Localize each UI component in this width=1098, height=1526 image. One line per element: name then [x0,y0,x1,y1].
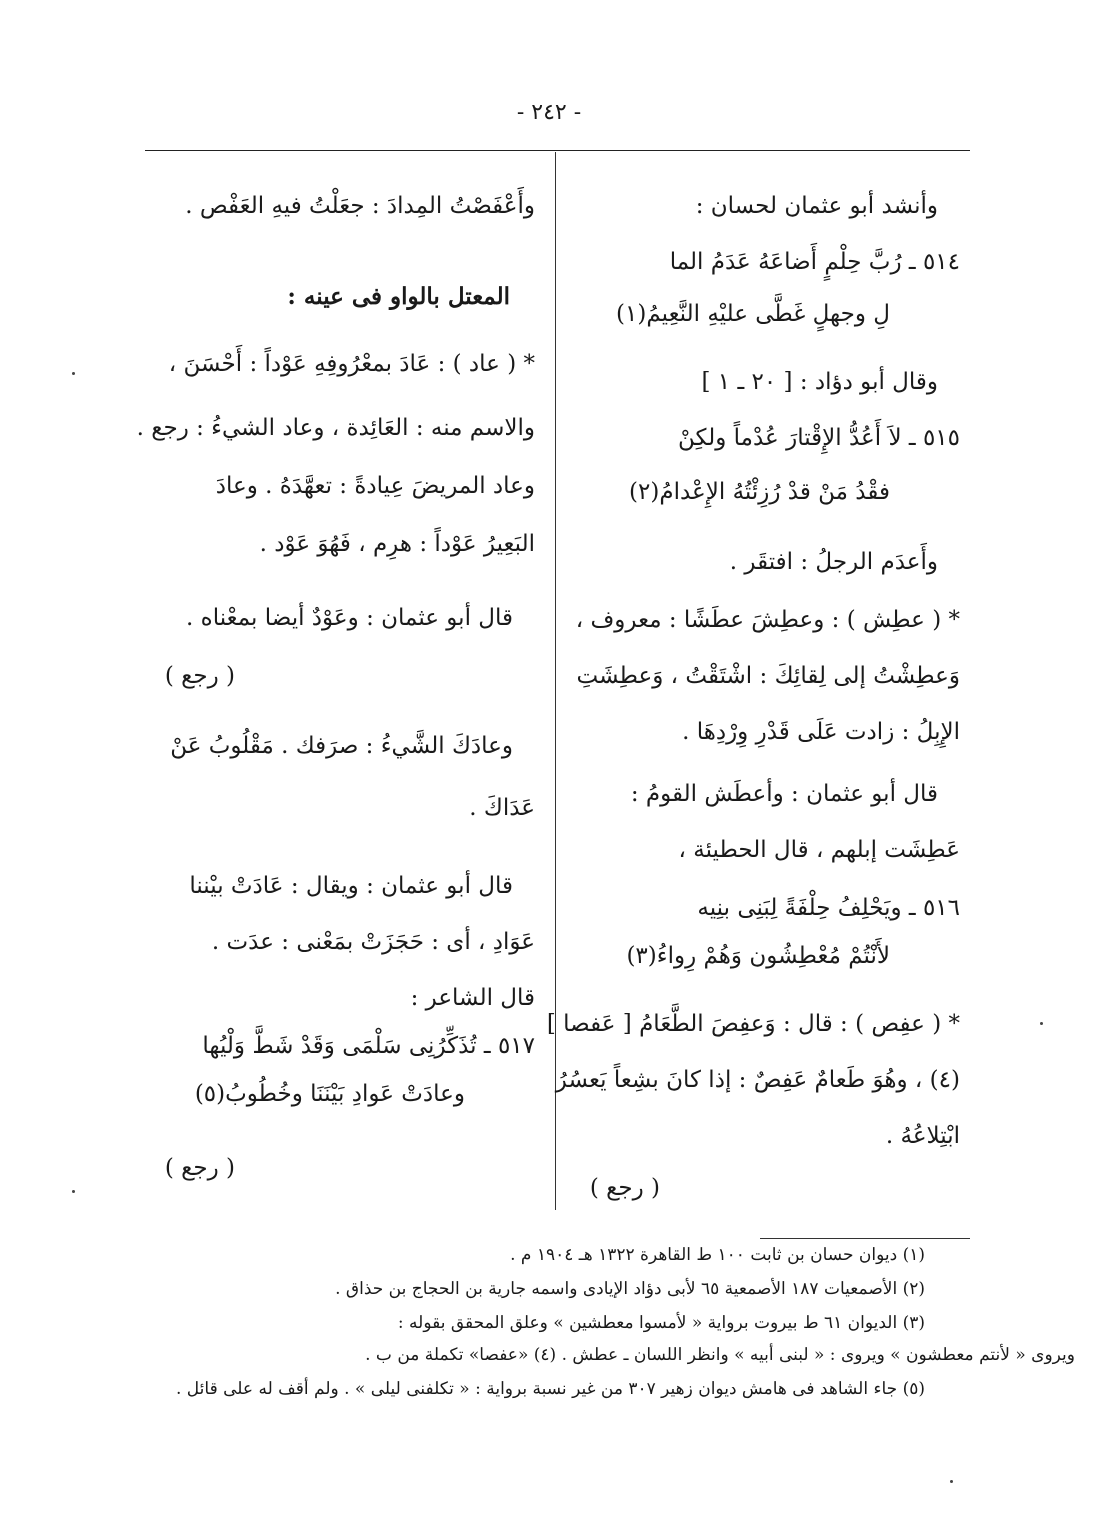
verse-line: لأَنْتُمْ مُعْطِشُون وَهُمْ رِواءُ(٣) [626,943,890,969]
verse-line: ٥١٧ ـ تُذَكِّرُنِى سَلْمَى وَقَدْ شَطَّ وَلْيُها [202,1033,535,1059]
section-marker: ( رجع ) [164,663,235,689]
text-line: عَدَاكَ . [469,795,535,821]
text-line: * ( عفِص ) : قال : وَعفِصَ الطَّعَامُ [ عَفصا ] [546,1011,960,1037]
text-line: البَعِيرُ عَوْداً : هرِم ، فَهُوَ عَوْد . [259,531,535,557]
footnote: ويروى « لأنتم معطشون » ويروى : « لبنى أبيه » وانظر اللسان ـ عطش . (٤) «عفصا» تكملة من ب . [365,1345,1075,1365]
verse-line: وعادَتْ عَوادِ بَيْنَنَا وخُطُوبُ(٥) [194,1081,465,1107]
verse-line: ٥١٦ ـ ويَحْلِفُ حِلْفَةً لِبَنِى بنِيه [697,895,960,921]
scan-speck [1040,1022,1043,1025]
scan-speck [72,372,75,375]
text-line: وعادَكَ الشَّيءُ : صرَفك . مَقْلُوبُ عَنْ [170,733,513,759]
text-line: قال أبو عثمان : ويقال : عَادَتْ بيْننا [189,873,513,899]
text-line: * ( عاد ) : عَادَ بمعْرُوفِهِ عَوْداً : أَحْسَنَ ، [168,351,535,377]
text-line: قال أبو عثمان : وأعطَش القومُ : [630,781,938,807]
text-line: عَطِشَت إبلهم ، قال الحطيئة ، [678,837,960,863]
verse-line: فقْدُ مَنْ قدْ رُزِئْتُهُ الإِعْدامُ(٢) [629,479,890,505]
section-heading: المعتل بالواو فى عينه : [287,283,510,310]
text-line: وَعطِشْتُ إلى لِقائِكَ : اشْتَقْتُ ، وَعطِشَتِ [576,663,960,689]
footnote: (٥) جاء الشاهد فى هامش ديوان زهير ٣٠٧ من غير نسبة برواية : « تكلفنى ليلى » . ولم أقف له على قائل . [176,1379,925,1399]
verse-line: لِ وجهلٍ غَطَّى عليْهِ النَّعِيمُ(١) [616,301,890,327]
text-line: والاسم منه : العَائِدة ، وعاد الشيءُ : رجع . [136,415,535,441]
text-line: وأَعْفَصْتُ المِدادَ : جعَلْتُ فيهِ العَفْص . [185,193,535,219]
text-line: قال الشاعر : [410,985,535,1011]
text-line: قال أبو عثمان : وعَوْدٌ أيضا بمعْناه . [186,605,513,631]
scan-speck [950,1480,953,1483]
verse-line: ٥١٥ ـ لاَ أَعُدُّ الإِقْتارَ عُدْماً ولكِنْ [678,425,960,451]
text-line: وأنشد أبو عثمان لحسان : [695,193,938,219]
section-marker: ( رجع ) [164,1155,235,1181]
section-marker: ( رجع ) [589,1175,660,1201]
page-number: - ٢٤٢ - [516,100,582,125]
top-rule [145,150,970,151]
text-line: * ( عطِش ) : وعطِشَ عطَشًا : معروف ، [575,607,960,633]
scan-speck [72,1190,75,1193]
footnote-rule [760,1238,970,1239]
text-line: وعاد المريضَ عِيادةً : تعهَّدَهُ . وعادَ [215,473,535,499]
verse-line: ٥١٤ ـ رُبَّ حِلْمٍ أَضاعَهُ عَدَمُ الما [669,249,960,275]
column-divider [555,152,556,1210]
text-line: وقال أبو دؤاد : [ ٢٠ ـ ١ ] [701,369,938,395]
text-line: ابْتِلاعُهُ . [885,1123,960,1149]
footnote: (٣) الديوان ٦١ ط بيروت برواية « لأمسوا معطشين » وعلق المحقق بقوله : [397,1313,925,1333]
text-line: الإِبِلُ : زادت عَلَى قَدْرِ وِرْدِهَا . [682,719,960,745]
text-line: (٤) ، وهُوَ طَعامٌ عَفِصٌ : إذا كانَ بشِعاً يَعسُرُ [555,1067,960,1093]
text-line: وأَعدَم الرجلُ : افتقَر . [729,549,938,575]
text-line: عَوَادِ ، أى : حَجَزَتْ بمَعْنى : عدَت . [211,929,535,955]
footnote: (١) ديوان حسان بن ثابت ١٠٠ ط القاهرة ١٣٢٢ هـ ١٩٠٤ م . [510,1245,925,1265]
footnote: (٢) الأصمعيات ١٨٧ الأصمعية ٦٥ لأبى دؤاد الإيادى واسمه جارية بن الحجاج بن حذاق . [335,1279,925,1299]
